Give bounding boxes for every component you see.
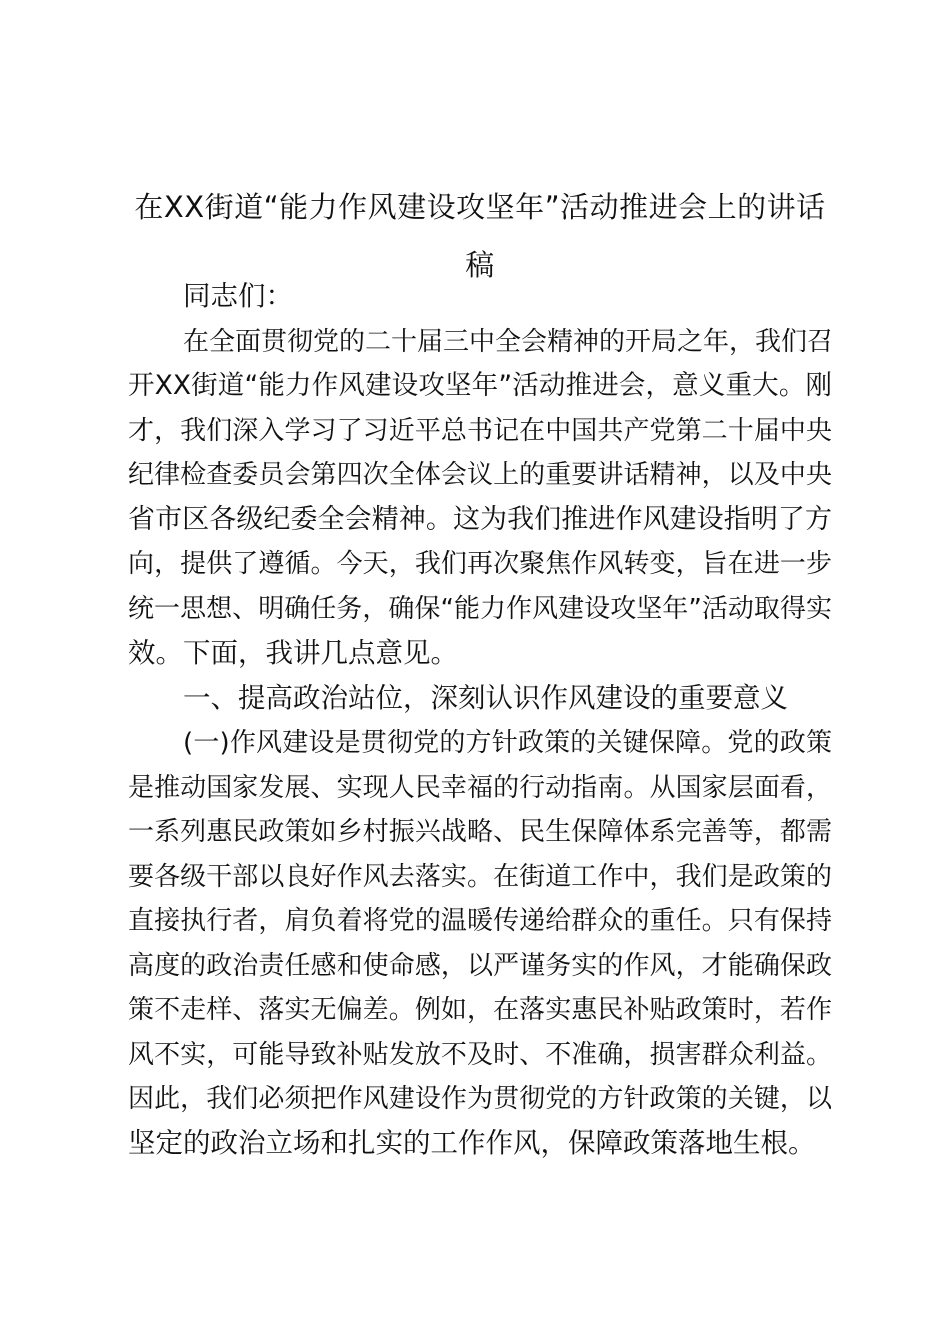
paragraph-1-line-5: 省市区各级纪委全会精神。这为我们推进作风建设指明了方 [128, 504, 832, 535]
paragraph-3-line-9: 因此，我们必须把作风建设作为贯彻党的方针政策的关键，以 [128, 1084, 832, 1114]
paragraph-1-line-3: 才，我们深入学习了习近平总书记在中国共产党第二十届中央 [128, 416, 832, 446]
paragraph-3-line-4: 要各级干部以良好作风去落实。在街道工作中，我们是政策的 [128, 862, 832, 892]
paragraph-1-line-4: 纪律检查委员会第四次全体会议上的重要讲话精神，以及中央 [128, 460, 832, 490]
paragraph-1-line-8: 效。下面，我讲几点意见。 [128, 637, 458, 669]
paragraph-3-line-7: 策不走样、落实无偏差。例如，在落实惠民补贴政策时，若作 [128, 995, 832, 1025]
section-heading-1: 一、提高政治站位，深刻认识作风建设的重要意义 [183, 682, 788, 714]
paragraph-3-line-5: 直接执行者，肩负着将党的温暖传递给群众的重任。只有保持 [128, 906, 832, 936]
paragraph-3-line-6: 高度的政治责任感和使命感，以严谨务实的作风，才能确保政 [128, 951, 832, 981]
greeting: 同志们： [183, 280, 293, 312]
document-title: 在XX街道“能力作风建设攻坚年”活动推进会上的讲话稿 [134, 190, 826, 282]
paragraph-1-line-2: 开XX街道“能力作风建设攻坚年”活动推进会，意义重大。刚 [128, 370, 832, 401]
paragraph-3-line-8: 风不实，可能导致补贴发放不及时、不准确，损害群众利益。 [128, 1040, 832, 1070]
paragraph-1-line-6: 向，提供了遵循。今天，我们再次聚焦作风转变，旨在进一步 [128, 549, 832, 579]
paragraph-3-line-2: 是推动国家发展、实现人民幸福的行动指南。从国家层面看， [128, 773, 832, 803]
paragraph-3-line-10: 坚定的政治立场和扎实的工作作风，保障政策落地生根。 [128, 1127, 816, 1159]
paragraph-1-line-7: 统一思想、明确任务，确保“能力作风建设攻坚年”活动取得实 [128, 594, 832, 624]
paragraph-3-line-3: 一系列惠民政策如乡村振兴战略、民生保障体系完善等，都需 [128, 817, 832, 847]
paragraph-1-line-1: 在全面贯彻党的二十届三中全会精神的开局之年，我们召 [183, 327, 834, 357]
paragraph-3-line-1: (一)作风建设是贯彻党的方针政策的关键保障。党的政策 [183, 728, 832, 758]
